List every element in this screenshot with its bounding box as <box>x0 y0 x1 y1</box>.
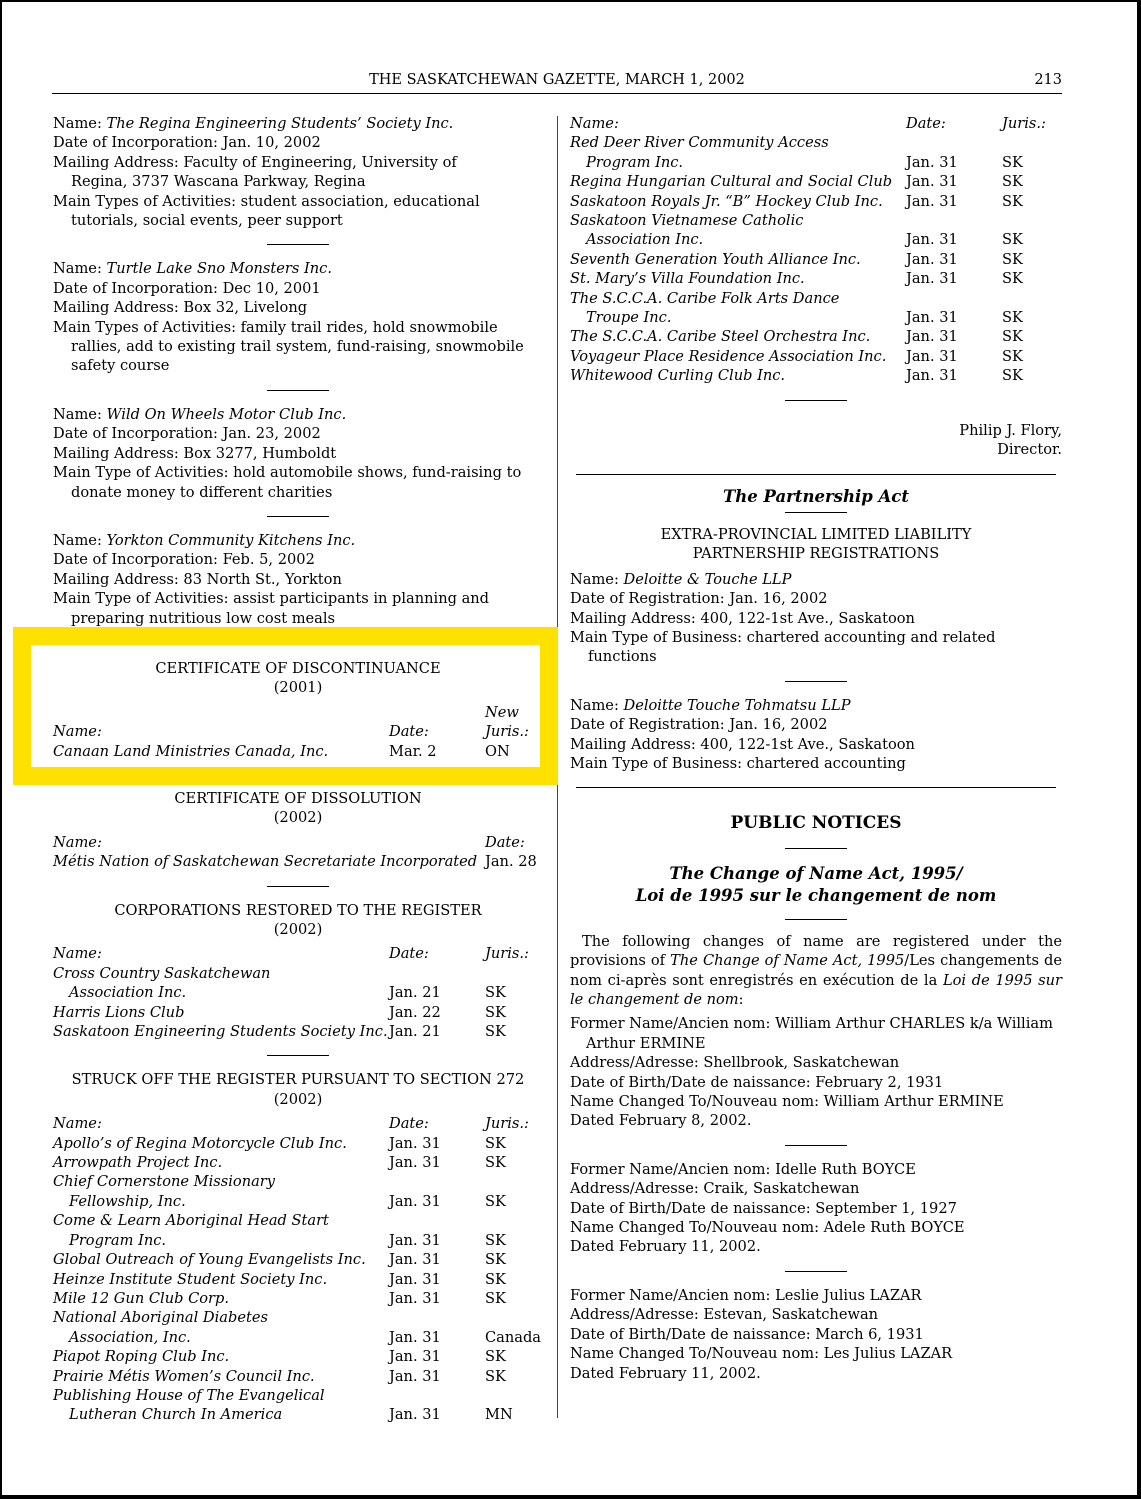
act-title: Loi de 1995 sur le changement de nom <box>635 885 997 905</box>
act-title: The Partnership Act <box>723 486 909 506</box>
section-heading: CORPORATIONS RESTORED TO THE REGISTER <box>114 901 482 919</box>
incorporation-entry: Name: Turtle Lake Sno Monsters Inc. Date of Incorporation: Dec 10, 2001 Mailing Address: Box 32, Livelong Main Types of Activities: family trail rides, hold snowmobile rallies, add to existing trail system, fund-raising, snowmobile safety course <box>53 260 524 375</box>
incorporation-entry: Name: The Regina Engineering Students’ Society Inc. Date of Incorporation: Jan. 10, 2002 Mailing Address: Faculty of Engineering, University of Regina, 3737 Wascana Parkway, Regina Main Types of Activities: student association, educational tutorials, social events, peer support <box>53 115 480 230</box>
table-row: The S.C.C.A. Caribe Steel Orchestra Inc. Jan. 31 SK <box>570 328 1023 346</box>
section-heading: EXTRA-PROVINCIAL LIMITED LIABILITY <box>660 525 972 543</box>
dissolution-section: CERTIFICATE OF DISSOLUTION (2002) Name: Date: Métis Nation of Saskatchewan Secretariate Incorporated Jan. 28 <box>53 789 543 872</box>
table-row: Red Deer River Community Access Program Inc. Jan. 31 SK <box>570 134 1023 171</box>
act-title: The Change of Name Act, 1995/ <box>669 863 963 883</box>
section-year: (2002) <box>273 809 323 827</box>
table-row: Canaan Land Ministries Canada, Inc. Mar. 2 ON <box>53 742 510 760</box>
section-year: (2001) <box>273 679 323 697</box>
name-change-notice: Former Name/Ancien nom: Leslie Julius LAZAR Address/Adresse: Estevan, Saskatchewan Date of Birth/Date de naissance: March 6, 1931 Name Changed To/Nouveau nom: Les Julius LAZAR Dated February 11, 2002. <box>570 1286 953 1382</box>
table-row: Publishing House of The Evangelical Lutheran Church In America Jan. 31 MN <box>53 1386 513 1424</box>
table-row: Saskatoon Vietnamese Catholic Association Inc. Jan. 31 SK <box>570 212 1023 249</box>
entity-name: Turtle Lake Sno Monsters Inc. <box>106 260 332 278</box>
right-column: Name: Date: Juris.: Red Deer River Community Access Program Inc. Jan. 31 SK Regina Hungarian Cultural and Social Club Jan. 31 SK Saskatoon Royals Jr. “B” Hockey Club Inc. Jan. 31 SK Saskatoon Vietnamese Catholic Association Inc. Jan. 31 SK Seventh Generation Youth Alliance Inc. Jan. 31 SK St. Mary’s Villa Foundation Inc. Jan. 31 SK The S.C.C.A. Caribe Folk Arts Dance Troupe Inc. Jan. 31 SK The S.C.C.A. Caribe Steel Orchestra Inc. Jan. 31 SK Voyageur Place Residence Association Inc. Jan. 31 SK Whitewood Curling Club Inc. Jan. 31 SK Philip J. Flory, Director. The Partnership Act EXTRA-PROVINCIAL LIMITED LIABILITY PARTNERSHIP REGISTRATIONS Name: Deloitte & Touche LLP Date of Registration: Jan. 16, 2002 Mailing Address: 400, 122-1st Ave., Saskatoon Main Type of Business: chartered accounting and related functions Name: Deloitte Touche Tohmatsu LLP Date of Registration: Jan. 16, 2002 Mailing Address: 400, 122-1st Ave., Saskatoon Main Type of Business: chartered accounting PUBLIC NOTICES The Change of Name Act, 1995/ Loi de 1995 sur le changement de nom The following changes of name are registered under the provisions of The Change of Name Act, 1995/Les changements de nom ci-après sont enregistrés en exécution de la Loi de 1995 sur le changement de nom: Former Name/Ancien nom: William Arthur CHARLES k/a William Arthur ERMINE Address/Adresse: Shellbrook, Saskatchewan Date of Birth/Date de naissance: February 2, 1931 Name Changed To/Nouveau nom: William Arthur ERMINE Dated February 8, 2002. Former Name/Ancien nom: Idelle Ruth BOYCE Address/Adresse: Craik, Saskatchewan Date of Birth/Date de naissance: September 1, 1927 Name Changed To/Nouveau nom: Adele Ruth BOYCE Dated February 11, 2002. Former Name/Ancien nom: Leslie Julius LAZAR Address/Adresse: Estevan, Saskatchewan Date of Birth/Date de naissance: March 6, 1931 Name Changed To/Nouveau nom: Les Julius LAZAR Dated February 11, 2002. <box>570 115 1062 1382</box>
section-year: (2002) <box>273 1090 323 1108</box>
registration-entry: Name: Deloitte Touche Tohmatsu LLP Date of Registration: Jan. 16, 2002 Mailing Address: 400, 122-1st Ave., Saskatoon Main Type of Business: chartered accounting <box>570 696 915 772</box>
table-row: National Aboriginal Diabetes Association, Inc. Jan. 31 Canada <box>53 1309 542 1346</box>
table-row: Seventh Generation Youth Alliance Inc. Jan. 31 SK <box>570 250 1023 268</box>
incorporation-entry: Name: Wild On Wheels Motor Club Inc. Date of Incorporation: Jan. 23, 2002 Mailing Address: Box 3277, Humboldt Main Type of Activities: hold automobile shows, fund-raising to donate money to different charities <box>53 405 522 501</box>
section-heading: PARTNERSHIP REGISTRATIONS <box>692 545 940 563</box>
highlight-box <box>13 627 558 785</box>
public-notices-section <box>570 814 1062 1383</box>
table-row: Harris Lions Club Jan. 22 SK <box>53 1003 506 1021</box>
name-change-notice: Former Name/Ancien nom: William Arthur CHARLES k/a William Arthur ERMINE Address/Adresse: Shellbrook, Saskatchewan Date of Birth/Date de naissance: February 2, 1931 Name Changed To/Nouveau nom: William Arthur ERMINE Dated February 8, 2002. <box>570 1015 1053 1130</box>
entity-name: Wild On Wheels Motor Club Inc. <box>106 405 347 423</box>
table-row: Métis Nation of Saskatchewan Secretariate Incorporated Jan. 28 <box>53 853 537 871</box>
partnership-section <box>570 487 1062 774</box>
table-row: Come & Learn Aboriginal Head Start Program Inc. Jan. 31 SK <box>53 1212 506 1249</box>
discontinuance-section: CERTIFICATE OF DISCONTINUANCE (2001) New Name: Date: Juris.: Canaan Land Ministries Canada, Inc. Mar. 2 ON <box>53 659 543 761</box>
section-heading: CERTIFICATE OF DISSOLUTION <box>174 789 422 807</box>
gazette-title: THE SASKATCHEWAN GAZETTE, MARCH 1, 2002 <box>369 72 745 88</box>
table-row: Chief Cornerstone Missionary Fellowship, Inc. Jan. 31 SK <box>53 1173 506 1210</box>
entity-name: The Regina Engineering Students’ Society Inc. <box>106 115 454 132</box>
section-heading: STRUCK OFF THE REGISTER PURSUANT TO SECTION 272 <box>71 1071 525 1089</box>
incorporation-entry: Name: Yorkton Community Kitchens Inc. Date of Incorporation: Feb. 5, 2002 Mailing Address: 83 North St., Yorkton Main Type of Activities: assist participants in planning and preparing nutritious low cost meals <box>53 531 490 627</box>
signatory-title: Director. <box>997 441 1062 459</box>
table-row: Arrowpath Project Inc. Jan. 31 SK <box>53 1154 506 1172</box>
table-row: Heinze Institute Student Society Inc. Jan. 31 SK <box>53 1270 506 1288</box>
table-row: Prairie Métis Women’s Council Inc. Jan. 31 SK <box>53 1367 506 1385</box>
section-heading: PUBLIC NOTICES <box>730 813 902 834</box>
table-row: Saskatoon Royals Jr. “B” Hockey Club Inc. Jan. 31 SK <box>570 192 1023 210</box>
table-row: Mile 12 Gun Club Corp. Jan. 31 SK <box>53 1289 506 1307</box>
section-year: (2002) <box>273 921 323 938</box>
table-row: Regina Hungarian Cultural and Social Club Jan. 31 SK <box>570 173 1023 191</box>
table-row: Saskatoon Engineering Students Society Inc. Jan. 21 SK <box>53 1023 506 1041</box>
table-row: The S.C.C.A. Caribe Folk Arts Dance Troupe Inc. Jan. 31 SK <box>570 289 1023 327</box>
table-row: Voyageur Place Residence Association Inc. Jan. 31 SK <box>570 347 1023 365</box>
signature-block <box>570 421 1062 460</box>
table-row: St. Mary’s Villa Foundation Inc. Jan. 31 SK <box>570 270 1023 288</box>
struck-off-section: STRUCK OFF THE REGISTER PURSUANT TO SECTION 272 (2002) Name: Date: Juris.: Apollo’s of Regina Motorcycle Club Inc. Jan. 31 SK Arrowpath Project Inc. Jan. 31 SK Chief Cornerstone Missionary Fellowship, Inc. Jan. 31 SK Come & Learn Aboriginal Head Start Program Inc. Jan. 31 SK Global Outreach of Young Evangelists Inc. Jan. 31 SK Heinze Institute Student Society Inc. Jan. 31 SK Mile 12 Gun Club Corp. Jan. 31 SK National Aboriginal Diabetes Association, Inc. Jan. 31 Canada Piapot Roping Club Inc. Jan. 31 SK Prairie Métis Women’s Council Inc. Jan. 31 SK Publishing House of The Evangelical Lutheran Church In America Jan. 31 MN <box>53 1071 542 1424</box>
intro-paragraph: The following changes of name are registered under the provisions of The Change of Name Act, 1995/Les changements de nom ci-après sont enregistrés en exécution de la Loi de 1995 sur le changement de nom: <box>570 932 1062 1008</box>
table-row: Apollo’s of Regina Motorcycle Club Inc. Jan. 31 SK <box>53 1134 506 1152</box>
table-row: Cross Country Saskatchewan Association Inc. Jan. 21 SK <box>53 964 506 1002</box>
page-number: 213 <box>1034 72 1062 88</box>
table-row: Piapot Roping Club Inc. Jan. 31 SK <box>53 1348 506 1366</box>
restored-section: CORPORATIONS RESTORED TO THE REGISTER (2002) Name: Date: Juris.: Cross Country Saskatchewan Association Inc. Jan. 21 SK Harris Lions Club Jan. 22 SK Saskatoon Engineering Students Society Inc. Jan. 21 SK <box>53 901 543 1042</box>
table-row: Global Outreach of Young Evangelists Inc. Jan. 31 SK <box>53 1251 506 1269</box>
entity-name: Yorkton Community Kitchens Inc. <box>106 531 356 549</box>
name-change-notice: Former Name/Ancien nom: Idelle Ruth BOYCE Address/Adresse: Craik, Saskatchewan Date of Birth/Date de naissance: September 1, 1927 Name Changed To/Nouveau nom: Adele Ruth BOYCE Dated February 11, 2002. <box>570 1160 965 1256</box>
section-heading: CERTIFICATE OF DISCONTINUANCE <box>155 659 441 677</box>
signatory-name: Philip J. Flory, <box>959 421 1062 439</box>
page-header <box>52 72 1062 92</box>
table-row: Whitewood Curling Club Inc. Jan. 31 SK <box>570 367 1023 385</box>
registration-entry: Name: Deloitte & Touche LLP Date of Registration: Jan. 16, 2002 Mailing Address: 400, 122-1st Ave., Saskatoon Main Type of Business: chartered accounting and related functions <box>570 570 996 666</box>
header-rule <box>52 93 1062 94</box>
